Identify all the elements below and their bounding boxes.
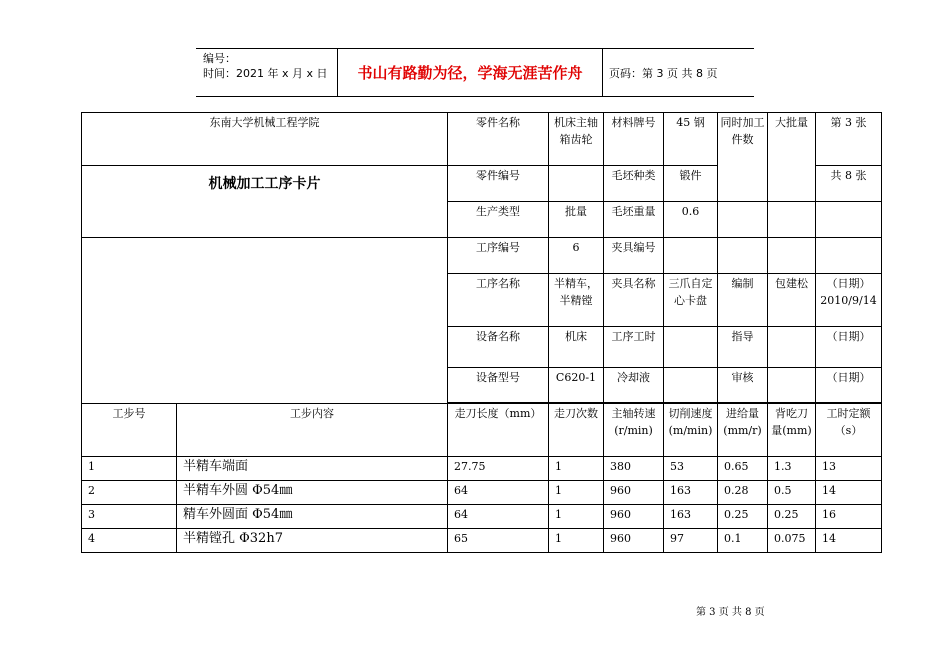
part-no-value	[549, 166, 604, 202]
step-passes: 1	[549, 529, 604, 553]
step-cut-speed: 163	[664, 505, 718, 529]
step-speed: 960	[604, 481, 664, 505]
op-no-label: 工序编号	[448, 238, 549, 274]
date-value: 2010/9/14	[820, 294, 877, 307]
step-no: 2	[82, 481, 177, 505]
step-time: 13	[816, 457, 882, 481]
equip-model-value: C620-1	[549, 368, 604, 403]
step-no: 4	[82, 529, 177, 553]
step-content: 半精车端面	[177, 457, 448, 481]
op-hours-value	[664, 327, 718, 368]
fixture-no-label: 夹具编号	[604, 238, 664, 274]
material-label: 材料牌号	[604, 113, 664, 166]
step-speed: 960	[604, 505, 664, 529]
guide-by	[768, 327, 816, 368]
guide-date: （日期）	[816, 327, 882, 368]
step-depth: 0.075	[768, 529, 816, 553]
step-passes: 1	[549, 481, 604, 505]
part-no-label: 零件编号	[448, 166, 549, 202]
step-speed: 960	[604, 529, 664, 553]
col-step-no: 工步号	[82, 404, 177, 457]
op-no-value: 6	[549, 238, 604, 274]
number-label: 编号：	[203, 52, 236, 65]
step-depth: 0.5	[768, 481, 816, 505]
compiled-label: 编制	[718, 274, 768, 327]
table-row	[82, 457, 882, 481]
compiled-date	[816, 274, 882, 327]
step-content: 半精镗孔 Φ32h7	[177, 529, 448, 553]
op-name-value: 半精车，半精镗	[549, 274, 604, 327]
prod-type-value: 批量	[549, 202, 604, 238]
blank-type-value: 锻件	[664, 166, 718, 202]
col-time: 工时定额（s）	[816, 404, 882, 457]
coolant-value	[664, 368, 718, 403]
guide-label: 指导	[718, 327, 768, 368]
part-name-label: 零件名称	[448, 113, 549, 166]
part-name-value: 机床主轴箱齿轮	[549, 113, 604, 166]
step-length: 64	[448, 505, 549, 529]
date-label: （日期）	[826, 277, 871, 290]
step-depth: 1.3	[768, 457, 816, 481]
step-speed: 380	[604, 457, 664, 481]
step-length: 65	[448, 529, 549, 553]
blank-weight-value: 0.6	[664, 202, 718, 238]
step-time: 16	[816, 505, 882, 529]
table-row	[82, 505, 882, 529]
col-step-content: 工步内容	[177, 404, 448, 457]
process-card-table	[81, 112, 882, 553]
equip-name-label: 设备名称	[448, 327, 549, 368]
blank-type-label: 毛坯种类	[604, 166, 664, 202]
step-passes: 1	[549, 457, 604, 481]
coolant-label: 冷却液	[604, 368, 664, 403]
op-hours-label: 工序工时	[604, 327, 664, 368]
sketch-area	[82, 238, 448, 404]
sheet-total: 共 8 张	[816, 166, 882, 202]
col-feed: 进给量(mm/r)	[718, 404, 768, 457]
fixture-name-value: 三爪自定心卡盘	[664, 274, 718, 327]
empty-cell	[768, 202, 816, 238]
step-feed: 0.28	[718, 481, 768, 505]
op-name-label: 工序名称	[448, 274, 549, 327]
step-content: 半精车外圆 Φ54㎜	[177, 481, 448, 505]
header-page: 页码：第 3 页 共 8 页	[609, 66, 718, 80]
col-passes: 走刀次数	[549, 404, 604, 457]
step-passes: 1	[549, 505, 604, 529]
step-no: 1	[82, 457, 177, 481]
page-footer: 第 3 页 共 8 页	[696, 607, 765, 618]
fixture-no-value	[664, 238, 718, 274]
card-title: 机械加工工序卡片	[82, 166, 448, 238]
header-meta	[196, 49, 338, 96]
step-depth: 0.25	[768, 505, 816, 529]
empty-cell	[816, 238, 882, 274]
step-feed: 0.65	[718, 457, 768, 481]
review-label: 审核	[718, 368, 768, 403]
step-no: 3	[82, 505, 177, 529]
equip-model-label: 设备型号	[448, 368, 549, 403]
header-motto: 书山有路勤为径，学海无涯苦作舟	[338, 49, 603, 96]
step-time: 14	[816, 529, 882, 553]
blank-weight-label: 毛坯重量	[604, 202, 664, 238]
step-time: 14	[816, 481, 882, 505]
fixture-name-label: 夹具名称	[604, 274, 664, 327]
step-length: 64	[448, 481, 549, 505]
simul-label: 同时加工件数	[718, 113, 768, 202]
time-label: 时间：2021 年 x 月 x 日	[203, 67, 328, 80]
empty-cell	[816, 202, 882, 238]
step-cut-speed: 163	[664, 481, 718, 505]
compiled-by: 包建松	[768, 274, 816, 327]
review-by	[768, 368, 816, 403]
material-value: 45 钢	[664, 113, 718, 166]
review-date: （日期）	[816, 368, 882, 403]
step-cut-speed: 97	[664, 529, 718, 553]
col-cut-speed: 切削速度(m/min)	[664, 404, 718, 457]
col-speed: 主轴转速(r/min)	[604, 404, 664, 457]
school-name: 东南大学机械工程学院	[82, 113, 448, 166]
step-feed: 0.1	[718, 529, 768, 553]
col-length: 走刀长度（mm）	[448, 404, 549, 457]
table-row	[82, 529, 882, 553]
empty-cell	[718, 238, 768, 274]
equip-name-value: 机床	[549, 327, 604, 368]
step-content: 精车外圆面 Φ54㎜	[177, 505, 448, 529]
page-header	[196, 48, 754, 97]
step-cut-speed: 53	[664, 457, 718, 481]
empty-cell	[718, 202, 768, 238]
sheet-no: 第 3 张	[816, 113, 882, 166]
empty-cell	[768, 238, 816, 274]
table-row	[82, 481, 882, 505]
prod-type-label: 生产类型	[448, 202, 549, 238]
step-length: 27.75	[448, 457, 549, 481]
col-depth: 背吃刀量(mm)	[768, 404, 816, 457]
step-feed: 0.25	[718, 505, 768, 529]
simul-value: 大批量	[768, 113, 816, 202]
